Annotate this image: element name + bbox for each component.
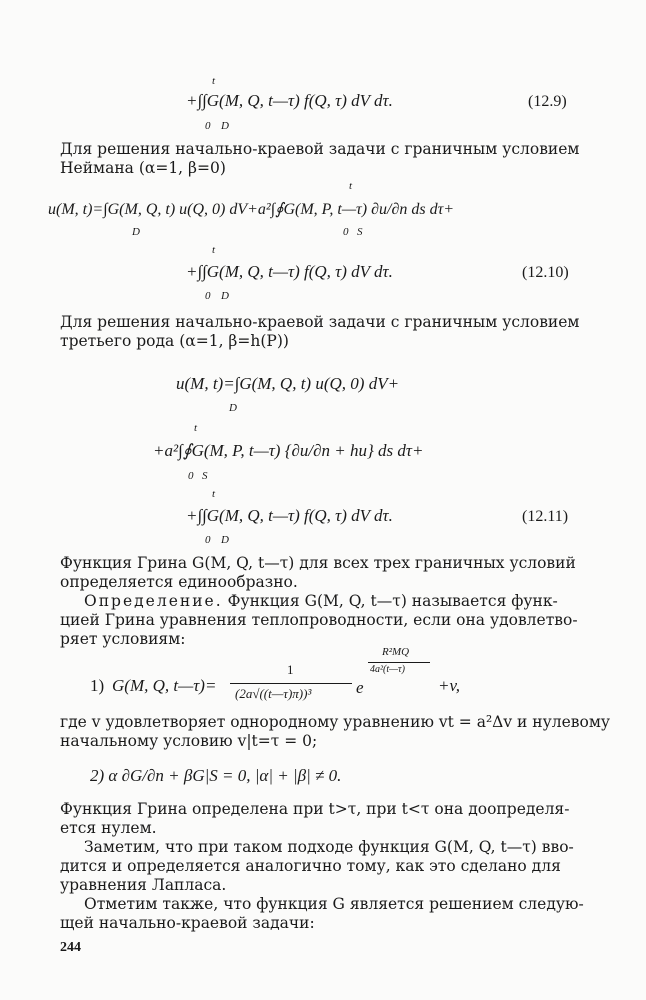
fraction-bar — [230, 683, 352, 684]
paragraph-line: ряет условиям: — [60, 630, 186, 648]
paragraph-line: Для решения начально-краевой задачи с граничным условием — [60, 140, 580, 158]
integral-lower-limit: 0 — [188, 470, 194, 482]
integral-upper-limit: t — [212, 75, 216, 87]
integral-upper-limit: t — [212, 244, 216, 256]
paragraph-line: начальному условию v|t=τ = 0; — [60, 732, 318, 750]
fraction-denominator: (2a√((t—τ)π))³ — [235, 686, 312, 701]
integral-lower-limit: D — [229, 402, 237, 414]
integral-lower-limit: D — [221, 534, 229, 546]
equation-number: (12.10) — [522, 264, 569, 281]
definition-heading: Определение. — [84, 592, 223, 610]
paragraph-line: Функция Грина G(M, Q, t—τ) для всех трех граничных условий — [60, 554, 576, 572]
paragraph-line: щей начально-краевой задачи: — [60, 914, 315, 932]
exponent-numerator: R²MQ — [382, 646, 410, 658]
paragraph-line: Неймана (α=1, β=0) — [60, 159, 226, 177]
paragraph-line: где v удовлетворяет однородному уравнению vt = a²Δv и нулевому — [60, 713, 611, 731]
paragraph-line: Для решения начально-краевой задачи с граничным условием — [60, 313, 580, 331]
paragraph-line: Заметим, что при таком подходе функция G(M, Q, t—τ) вво- — [84, 838, 574, 856]
condition-2: 2) α ∂G/∂n + βG|S = 0, |α| + |β| ≠ 0. — [90, 766, 342, 785]
integral-lower-limit: 0 — [205, 534, 211, 546]
equation-body: +∫∫G(M, Q, t—τ) f(Q, τ) dV dτ. — [186, 91, 393, 110]
paragraph-line: третьего рода (α=1, β=h(P)) — [60, 332, 289, 350]
condition-label: 1) — [90, 676, 105, 695]
paragraph-line — [84, 592, 558, 611]
equation-line: +∫∫G(M, Q, t—τ) f(Q, τ) dV dτ. — [186, 262, 393, 281]
equation-number: (12.11) — [522, 508, 569, 525]
paragraph-line: Отметим также, что функция G является решением следую- — [84, 895, 584, 913]
integral-upper-limit: t — [349, 180, 353, 192]
exponent-denominator: 4a²(t—τ) — [370, 664, 405, 675]
paragraph-line: Функция Грина определена при t>τ, при t<τ она доопределя- — [60, 800, 570, 818]
paragraph-line: определяется единообразно. — [60, 573, 298, 591]
exponent-bar — [368, 662, 430, 663]
equation-line: u(M, t)=∫G(M, Q, t) u(Q, 0) dV+a²∫∮G(M, P, t—τ) ∂u/∂n ds dτ+ — [48, 201, 455, 218]
integral-lower-limit: D — [132, 226, 140, 238]
integral-lower-limit: 0 — [343, 226, 349, 238]
paragraph-line: уравнения Лапласа. — [60, 876, 227, 894]
integral-lower-limit: 0 — [205, 290, 211, 302]
integral-lower-limit: S — [357, 226, 363, 238]
equation-tail: +v, — [438, 676, 461, 695]
integral-lower-limit: 0 — [205, 120, 211, 132]
integral-upper-limit: t — [194, 422, 198, 434]
paragraph-line: ется нулем. — [60, 819, 157, 837]
equation-line: +a²∫∮G(M, P, t—τ) {∂u/∂n + hu} ds dτ+ — [153, 441, 424, 460]
equation-line: u(M, t)=∫G(M, Q, t) u(Q, 0) dV+ — [176, 374, 400, 393]
integral-lower-limit: S — [202, 470, 208, 482]
integral-upper-limit: t — [212, 488, 216, 500]
fraction-numerator: 1 — [287, 662, 294, 677]
exponential-base: e — [356, 678, 364, 697]
paragraph-line: дится и определяется аналогично тому, как это сделано для — [60, 857, 561, 875]
page-number: 244 — [60, 940, 81, 955]
definition-text: Функция G(M, Q, t—τ) называется функ- — [227, 592, 558, 610]
paragraph-line: цией Грина уравнения теплопроводности, если она удовлетво- — [60, 611, 578, 629]
integral-lower-limit: D — [221, 120, 229, 132]
integral-lower-limit: D — [221, 290, 229, 302]
equation-number: (12.9) — [528, 93, 567, 110]
equation-lhs: G(M, Q, t—τ)= — [112, 676, 217, 695]
equation-line: +∫∫G(M, Q, t—τ) f(Q, τ) dV dτ. — [186, 506, 393, 525]
